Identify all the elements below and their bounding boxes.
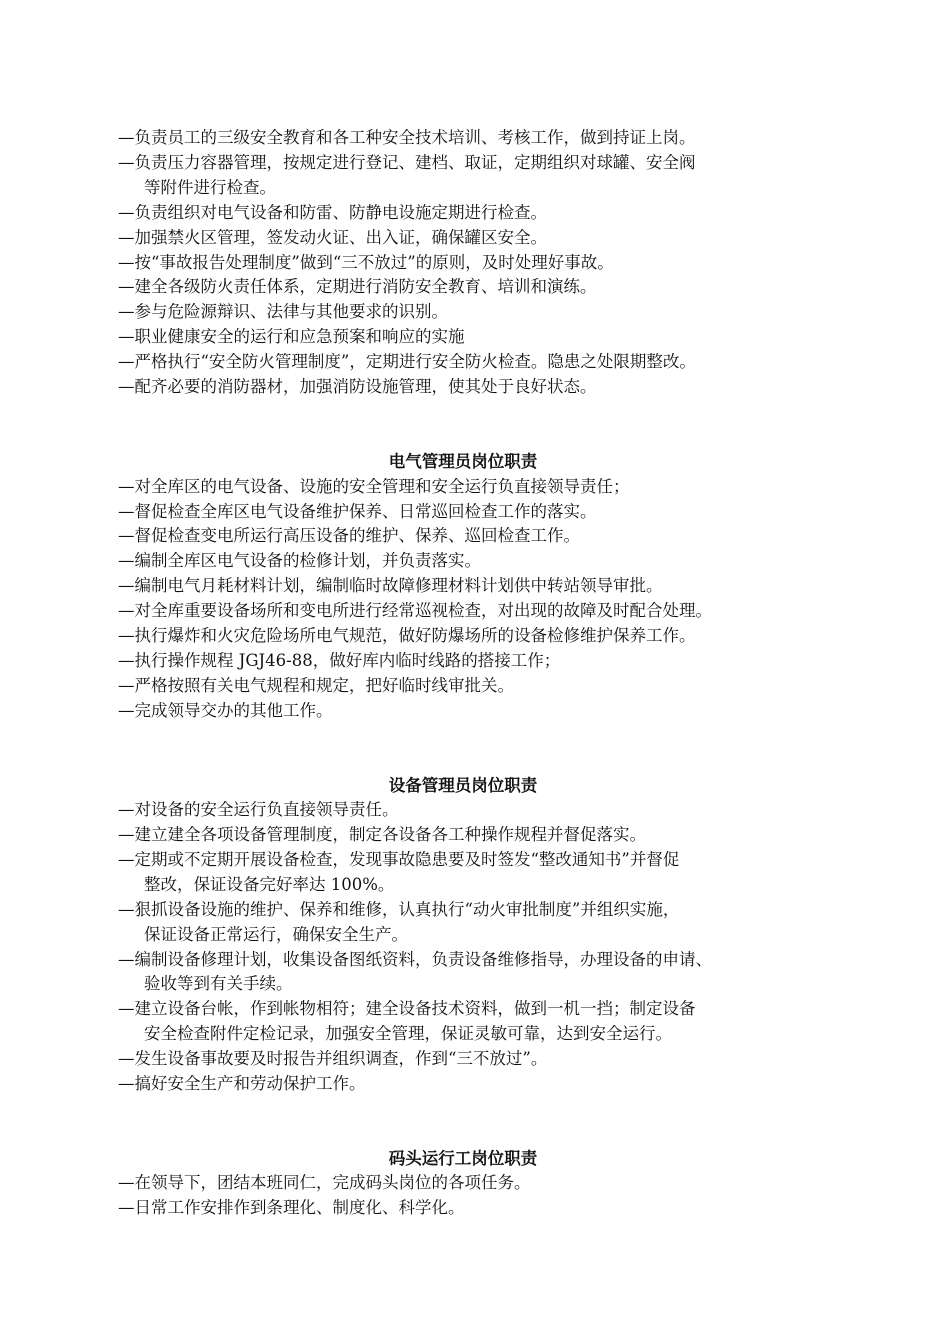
- duty-item: —编制设备修理计划，收集设备图纸资料，负责设备维修指导，办理设备的申请、: [118, 950, 712, 969]
- duty-item: —按“事故报告处理制度”做到“三不放过”的原则，及时处理好事故。: [118, 253, 614, 272]
- duty-item: —执行操作规程 JGJ46-88，做好库内临时线路的搭接工作；: [118, 651, 561, 670]
- duty-item: —完成领导交办的其他工作。: [118, 701, 333, 720]
- duty-item-continuation: 安全检查附件定检记录，加强安全管理，保证灵敏可靠，达到安全运行。: [144, 1024, 672, 1043]
- duty-item: —负责压力容器管理，按规定进行登记、建档、取证，定期组织对球罐、安全阀: [118, 153, 696, 172]
- duty-item: —负责组织对电气设备和防雷、防静电设施定期进行检查。: [118, 203, 547, 222]
- duty-item: —在领导下，团结本班同仁，完成码头岗位的各项任务。: [118, 1173, 531, 1192]
- duty-item: —编制全库区电气设备的检修计划，并负责落实。: [118, 551, 481, 570]
- duty-item: —负责员工的三级安全教育和各工种安全技术培训、考核工作，做到持证上岗。: [118, 128, 696, 147]
- duty-item: —建立设备台帐，作到帐物相符；建全设备技术资料，做到一机一挡；制定设备: [118, 999, 696, 1018]
- duty-item: —职业健康安全的运行和应急预案和响应的实施: [118, 327, 465, 346]
- duty-item: —督促检查变电所运行高压设备的维护、保养、巡回检查工作。: [118, 526, 580, 545]
- duty-item: —定期或不定期开展设备检查，发现事故隐患要及时签发“整改通知书”并督促: [118, 850, 680, 869]
- duty-item: —执行爆炸和火灾危险场所电气规范，做好防爆场所的设备检修维护保养工作。: [118, 626, 696, 645]
- duty-item: —严格执行“安全防火管理制度”，定期进行安全防火检查。隐患之处限期整改。: [118, 352, 696, 371]
- section-title-electrical: 电气管理员岗位职责: [388, 452, 538, 471]
- duty-item: —日常工作安排作到条理化、制度化、科学化。: [118, 1198, 465, 1217]
- duty-item: —对全库重要设备场所和变电所进行经常巡视检查，对出现的故障及时配合处理。: [118, 601, 712, 620]
- section-title-equipment: 设备管理员岗位职责: [388, 776, 538, 795]
- duty-item-continuation: 验收等到有关手续。: [144, 974, 293, 993]
- duty-item: —督促检查全库区电气设备维护保养、日常巡回检查工作的落实。: [118, 502, 597, 521]
- duty-item: —对全库区的电气设备、设施的安全管理和安全运行负直接领导责任；: [118, 477, 630, 496]
- duty-item: —严格按照有关电气规程和规定，把好临时线审批关。: [118, 676, 514, 695]
- duty-item: —对设备的安全运行负直接领导责任。: [118, 800, 399, 819]
- duty-item: —配齐必要的消防器材，加强消防设施管理，使其处于良好状态。: [118, 377, 597, 396]
- duty-item: —编制电气月耗材料计划，编制临时故障修理材料计划供中转站领导审批。: [118, 576, 663, 595]
- duty-item: —参与危险源辩识、法律与其他要求的识别。: [118, 302, 448, 321]
- duty-item: —建全各级防火责任体系，定期进行消防安全教育、培训和演练。: [118, 277, 597, 296]
- duty-item-continuation: 整改，保证设备完好率达 100%。: [144, 875, 395, 894]
- duty-item-continuation: 保证设备正常运行，确保安全生产。: [144, 925, 408, 944]
- duty-item: —狠抓设备设施的维护、保养和维修，认真执行“动火审批制度”并组织实施，: [118, 900, 680, 919]
- duty-item: —搞好安全生产和劳动保护工作。: [118, 1074, 366, 1093]
- duty-item: —加强禁火区管理，签发动火证、出入证，确保罐区安全。: [118, 228, 547, 247]
- duty-item: —建立建全各项设备管理制度，制定各设备各工种操作规程并督促落实。: [118, 825, 646, 844]
- duty-item-continuation: 等附件进行检查。: [144, 178, 276, 197]
- duty-item: —发生设备事故要及时报告并组织调查，作到“三不放过”。: [118, 1049, 548, 1068]
- section-title-wharf: 码头运行工岗位职责: [388, 1149, 538, 1168]
